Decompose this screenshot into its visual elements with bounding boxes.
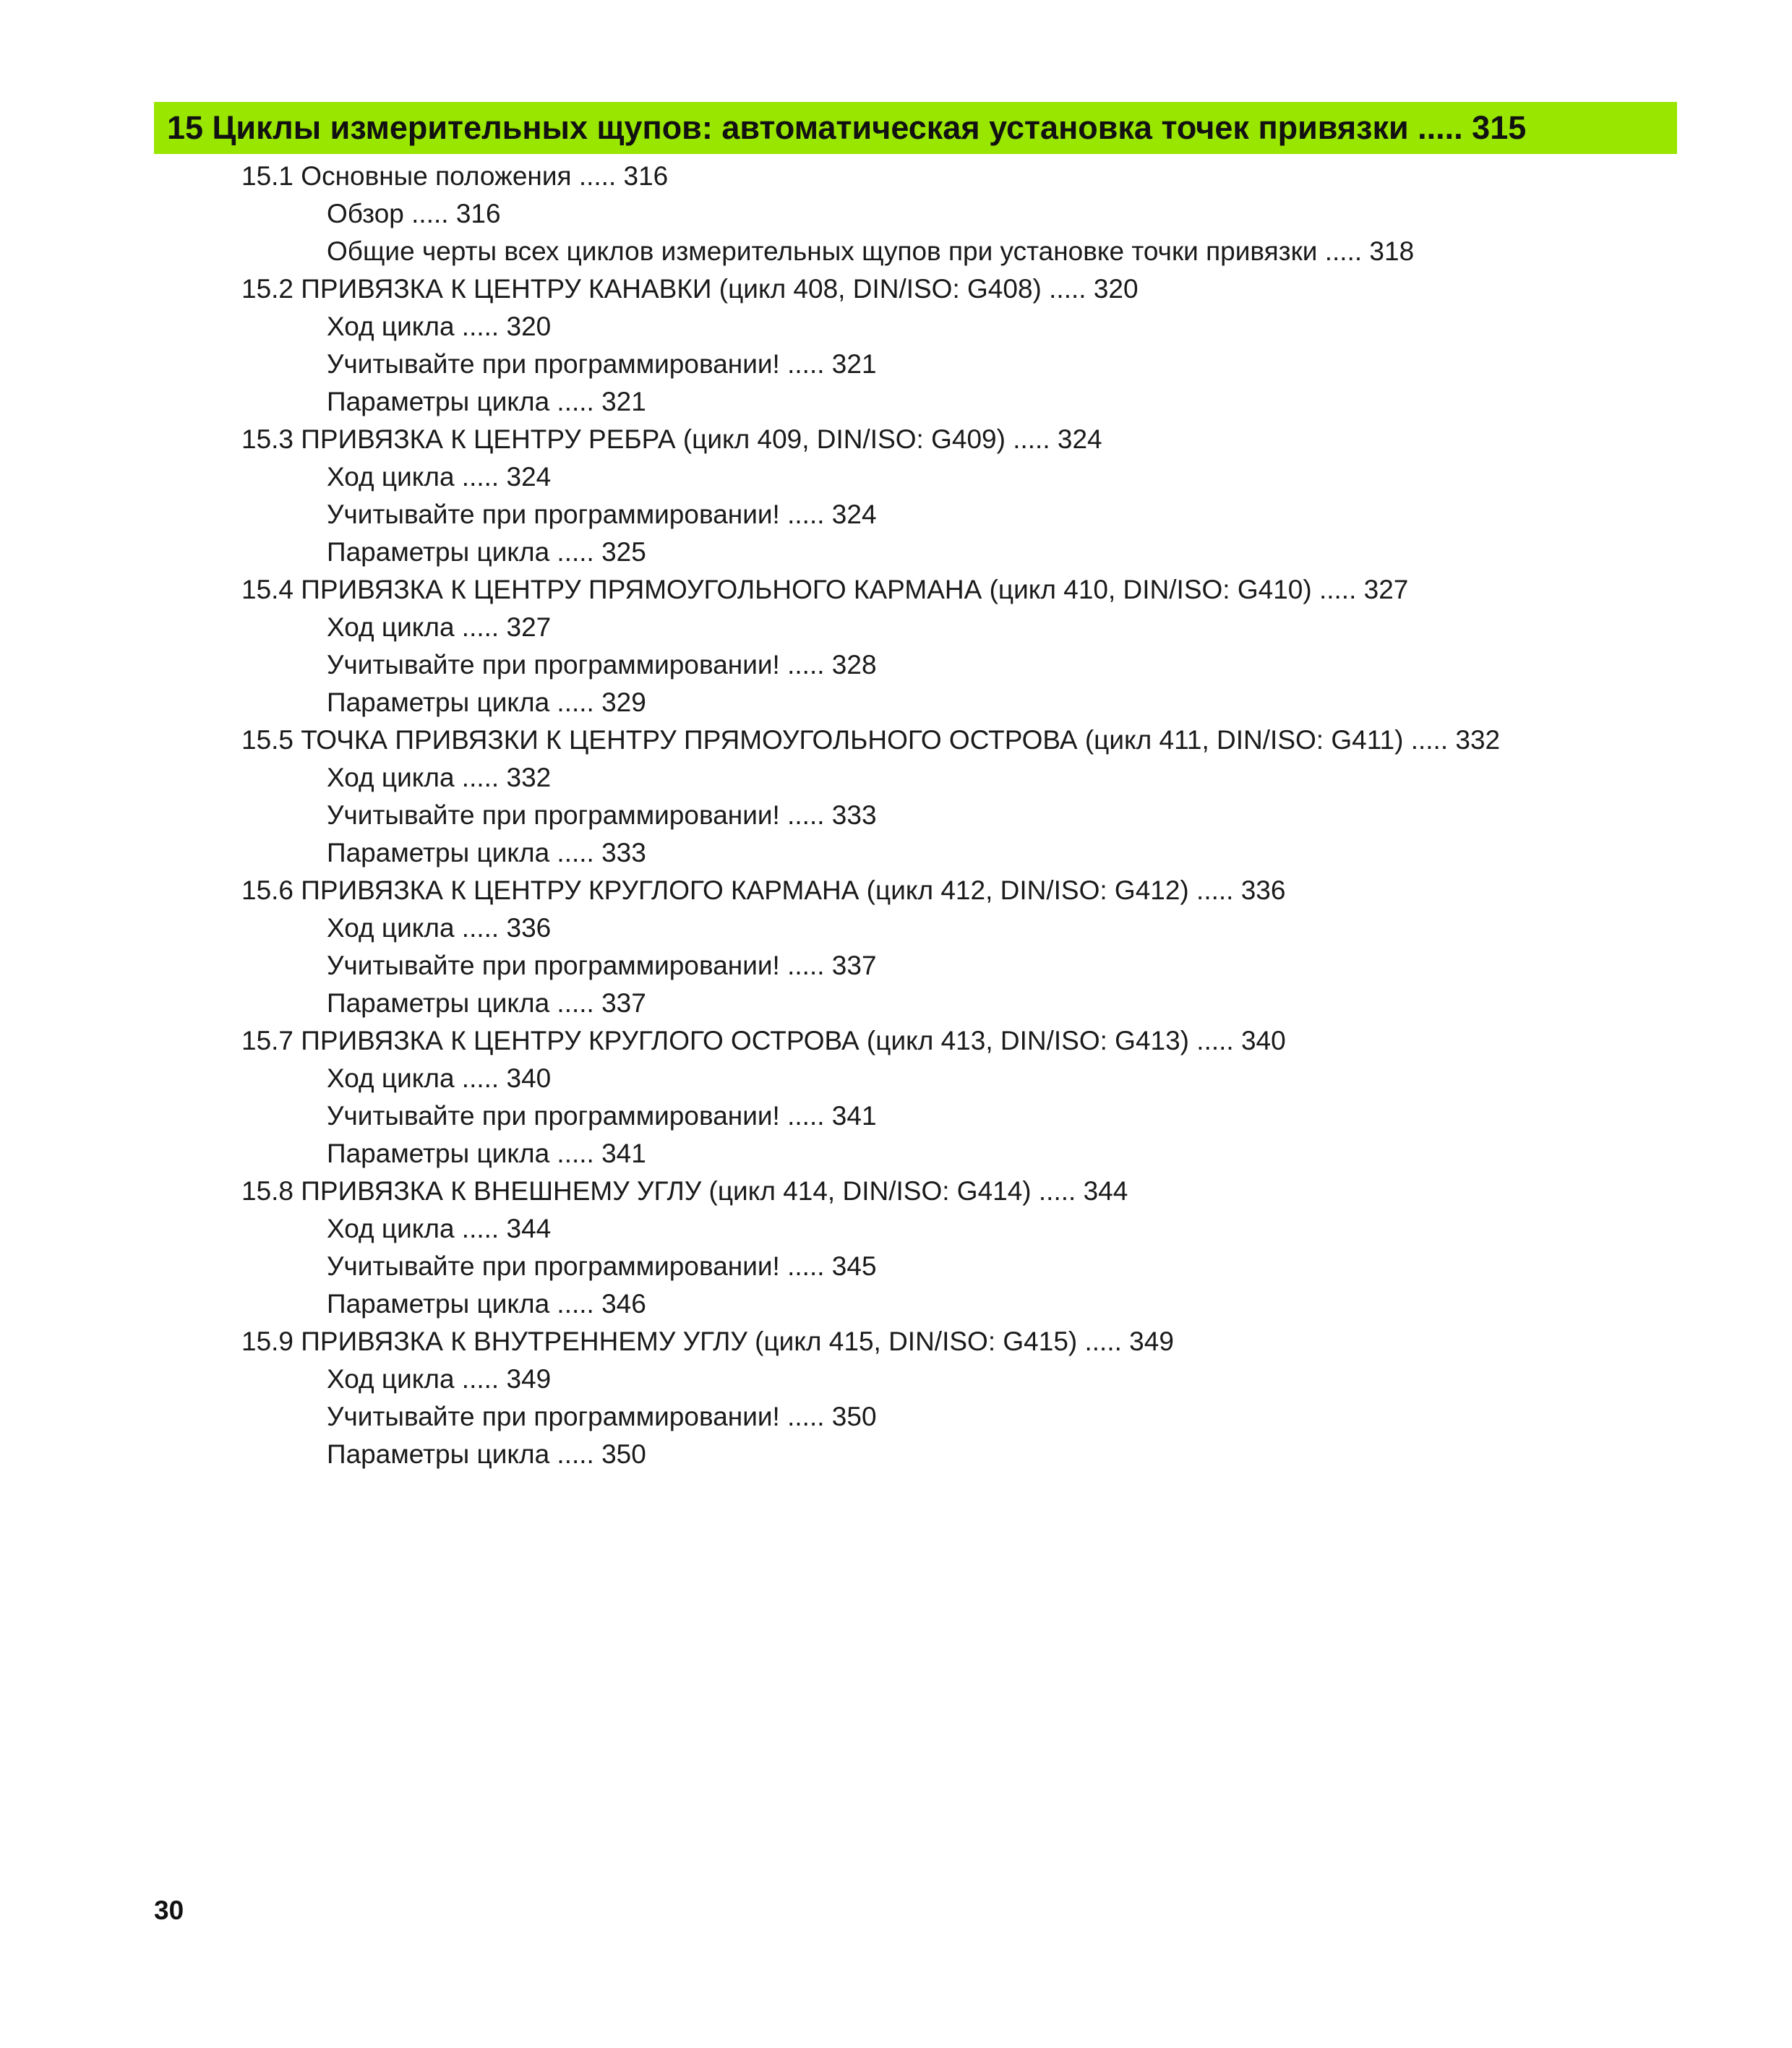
toc-subentry[interactable]: Ход цикла ..... 340	[327, 1063, 552, 1093]
toc-subentry[interactable]: Учитывайте при программировании! ..... 333	[327, 800, 877, 830]
toc-section-entry[interactable]: 15.5 ТОЧКА ПРИВЯЗКИ К ЦЕНТРУ ПРЯМОУГОЛЬНОГО ОСТРОВА (цикл 411, DIN/ISO: G411) ..... 332	[241, 725, 1501, 755]
toc-subentry[interactable]: Учитывайте при программировании! ..... 345	[327, 1251, 877, 1281]
toc-subentry[interactable]: Учитывайте при программировании! ..... 350	[327, 1402, 877, 1431]
toc-subentry[interactable]: Ход цикла ..... 324	[327, 462, 552, 492]
toc-subentry[interactable]: Параметры цикла ..... 321	[327, 387, 646, 416]
toc-section-entry[interactable]: 15.1 Основные положения ..... 316	[241, 161, 669, 191]
toc-subentry[interactable]: Параметры цикла ..... 333	[327, 838, 646, 867]
toc-subentry[interactable]: Учитывайте при программировании! ..... 328	[327, 650, 877, 680]
toc-section-entry[interactable]: 15.6 ПРИВЯЗКА К ЦЕНТРУ КРУГЛОГО КАРМАНА (цикл 412, DIN/ISO: G412) ..... 336	[241, 875, 1286, 905]
toc-subentry[interactable]: Учитывайте при программировании! ..... 321	[327, 349, 877, 379]
chapter-title[interactable]: 15 Циклы измерительных щупов: автоматическая установка точек привязки ..... 315	[167, 109, 1527, 146]
toc-subentry[interactable]: Параметры цикла ..... 341	[327, 1139, 646, 1168]
toc-subentry[interactable]: Ход цикла ..... 332	[327, 763, 552, 792]
toc-section-entry[interactable]: 15.8 ПРИВЯЗКА К ВНЕШНЕМУ УГЛУ (цикл 414, DIN/ISO: G414) ..... 344	[241, 1176, 1128, 1206]
table-of-contents	[241, 158, 1500, 1473]
toc-subentry[interactable]: Параметры цикла ..... 325	[327, 537, 646, 567]
toc-subentry[interactable]: Общие черты всех циклов измерительных щупов при установке точки привязки ..... 318	[327, 236, 1415, 266]
toc-subentry[interactable]: Ход цикла ..... 349	[327, 1364, 552, 1394]
toc-subentry[interactable]: Учитывайте при программировании! ..... 324	[327, 500, 877, 529]
toc-section-entry[interactable]: 15.7 ПРИВЯЗКА К ЦЕНТРУ КРУГЛОГО ОСТРОВА (цикл 413, DIN/ISO: G413) ..... 340	[241, 1026, 1286, 1055]
toc-subentry[interactable]: Ход цикла ..... 320	[327, 312, 552, 341]
toc-subentry[interactable]: Параметры цикла ..... 350	[327, 1439, 646, 1469]
toc-subentry[interactable]: Обзор ..... 316	[327, 199, 501, 228]
toc-subentry[interactable]: Параметры цикла ..... 337	[327, 988, 646, 1018]
toc-subentry[interactable]: Параметры цикла ..... 329	[327, 687, 646, 717]
toc-subentry[interactable]: Ход цикла ..... 327	[327, 612, 552, 642]
toc-subentry[interactable]: Ход цикла ..... 344	[327, 1214, 552, 1243]
toc-section-entry[interactable]: 15.9 ПРИВЯЗКА К ВНУТРЕННЕМУ УГЛУ (цикл 415, DIN/ISO: G415) ..... 349	[241, 1327, 1174, 1356]
toc-section-entry[interactable]: 15.2 ПРИВЯЗКА К ЦЕНТРУ КАНАВКИ (цикл 408, DIN/ISO: G408) ..... 320	[241, 274, 1139, 304]
toc-subentry[interactable]: Ход цикла ..... 336	[327, 913, 552, 943]
chapter-header	[154, 102, 1677, 154]
page-number: 30	[154, 1895, 184, 1925]
toc-subentry[interactable]: Учитывайте при программировании! ..... 337	[327, 951, 877, 980]
toc-subentry[interactable]: Учитывайте при программировании! ..... 341	[327, 1101, 877, 1131]
toc-section-entry[interactable]: 15.3 ПРИВЯЗКА К ЦЕНТРУ РЕБРА (цикл 409, DIN/ISO: G409) ..... 324	[241, 424, 1102, 454]
toc-subentry[interactable]: Параметры цикла ..... 346	[327, 1289, 646, 1319]
toc-section-entry[interactable]: 15.4 ПРИВЯЗКА К ЦЕНТРУ ПРЯМОУГОЛЬНОГО КАРМАНА (цикл 410, DIN/ISO: G410) ..... 327	[241, 575, 1409, 604]
